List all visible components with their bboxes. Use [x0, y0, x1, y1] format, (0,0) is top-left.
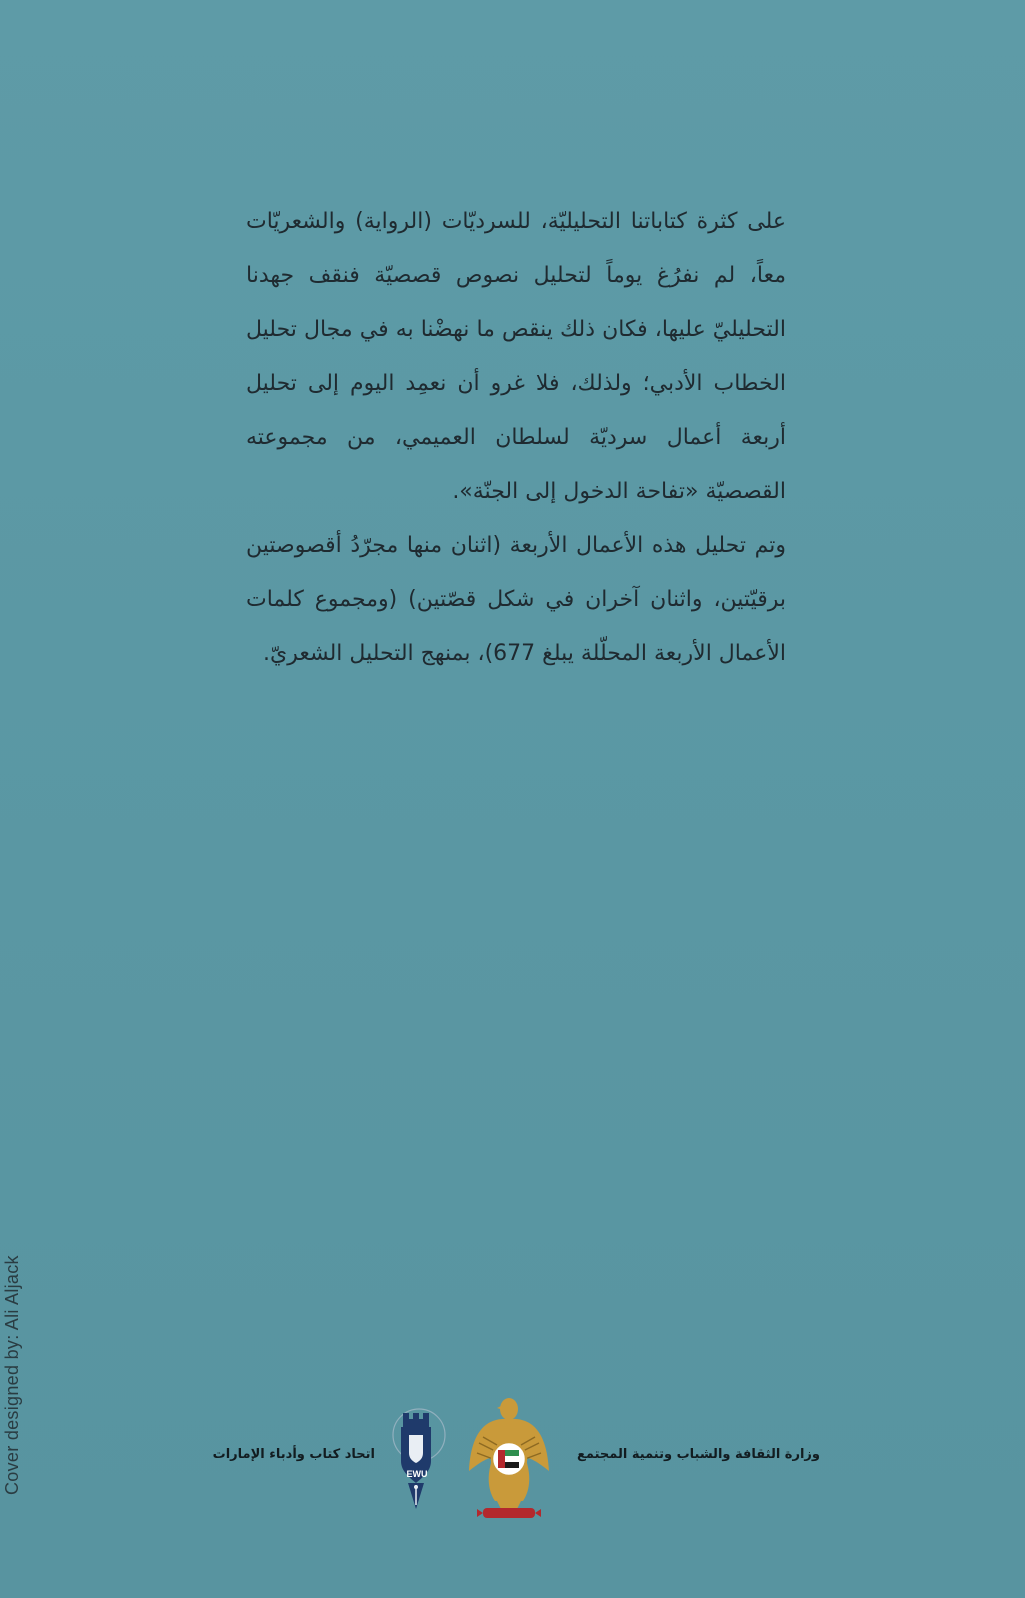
blurb-text: [246, 195, 786, 681]
uae-falcon-emblem-icon: [465, 1393, 553, 1523]
blurb-paragraph-2: وتم تحليل هذه الأعمال الأربعة (اثنان منها مجرّدُ أقصوصتين برقيّتين، واثنان آخران في شكل قصّتين) (ومجموع كلمات الأعمال الأربعة المحلّلة يبلغ 677)، بمنهج التحليل الشعريّ.: [246, 533, 786, 666]
ministry-name: وزارة الثقافة والشباب وتنمية المجتمع: [577, 1447, 820, 1462]
ewu-pen-tower-logo-icon: [385, 1405, 447, 1523]
cover-credit-text: Cover designed by: Ali Aljack: [2, 1255, 22, 1495]
cover-credit: [0, 1185, 24, 1515]
union-name: اتحاد كتاب وأدباء الإمارات: [212, 1447, 375, 1462]
ewu-abbrev-label: [404, 1466, 430, 1480]
ewu-abbrev-text: EWU: [406, 1469, 428, 1479]
blurb-paragraph-1: على كثرة كتاباتنا التحليليّة، للسرديّات (الرواية) والشعريّات معاً، لم نفرُغ يوماً لتحليل نصوص قصصيّة فنقف جهدنا التحليليّ عليها، فكان ذلك ينقص ما نهضْنا به في مجال تحليل الخطاب الأدبي؛ ولذلك، فلا غرو أن نعمِد اليوم إلى تحليل أربعة أعمال سرديّة لسلطان العميمي، من مجموعته القصصيّة «تفاحة الدخول إلى الجنّة».: [246, 209, 786, 504]
